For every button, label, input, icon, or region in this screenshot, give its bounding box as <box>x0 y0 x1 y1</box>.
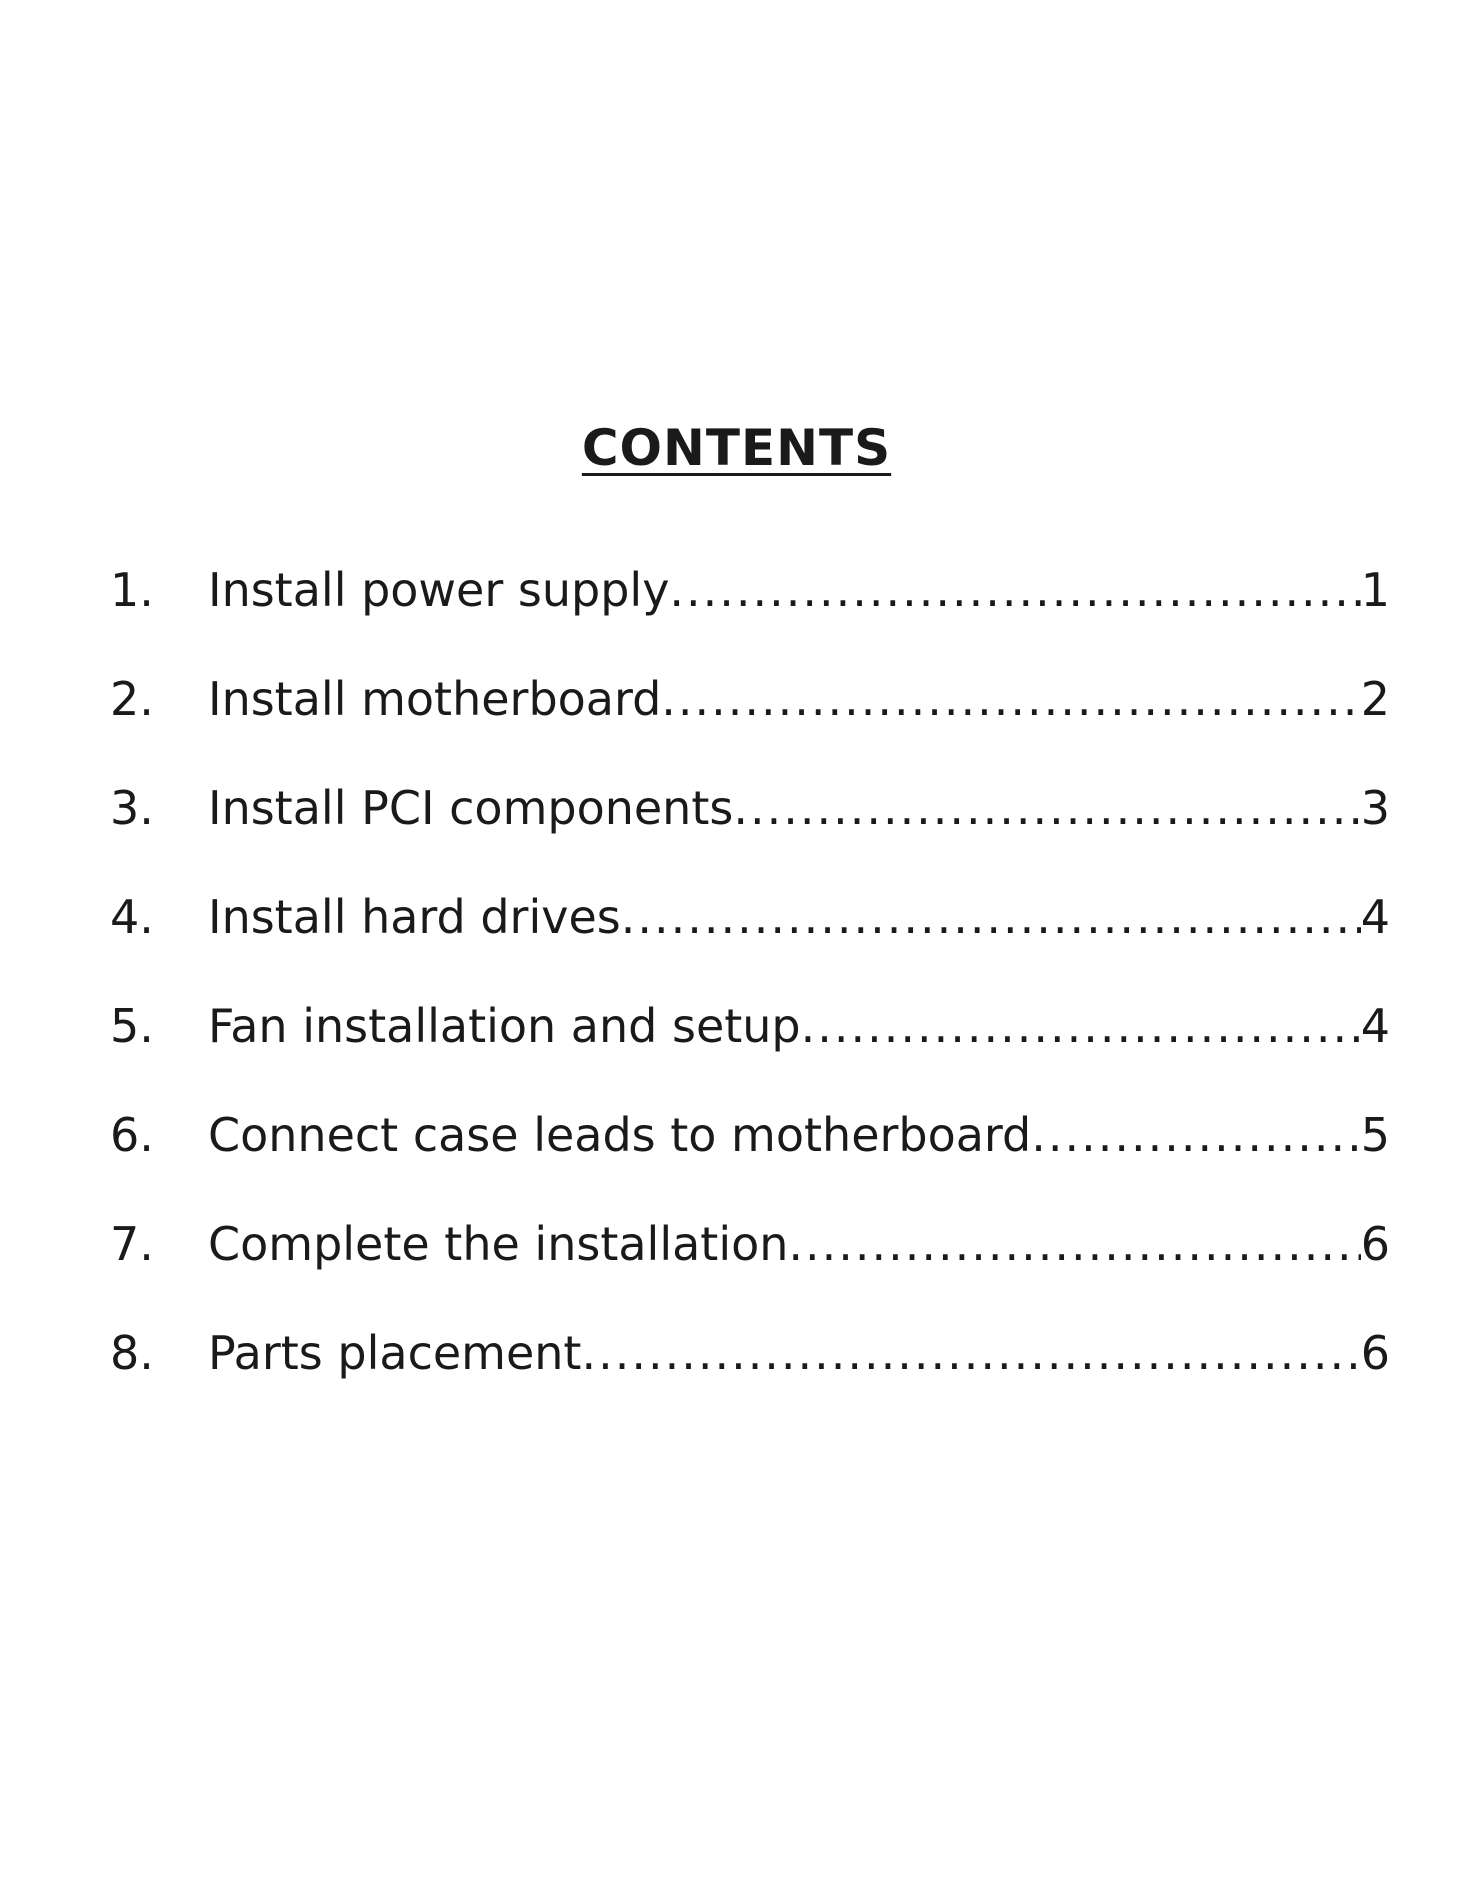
toc-dot-leader <box>621 887 1361 947</box>
toc-entry-label: Fan installation and setup <box>208 999 801 1053</box>
toc-entry-label: Install power supply <box>208 563 670 617</box>
toc-entry-label: Connect case leads to motherboard <box>208 1108 1032 1162</box>
toc-entry-number: 1. <box>110 563 154 617</box>
toc-entry-page: 5 <box>1360 1108 1390 1162</box>
toc-entry-label: Parts placement <box>208 1326 582 1380</box>
toc-entry-page: 2 <box>1360 672 1390 726</box>
toc-entry <box>110 996 1390 1105</box>
toc-entry-label: Complete the installation <box>208 1217 789 1271</box>
toc-dot-leader <box>788 1214 1360 1274</box>
toc-dot-leader <box>733 778 1360 838</box>
toc-entry-number: 2. <box>110 672 154 726</box>
toc-entry-number: 7. <box>110 1217 154 1271</box>
toc-entry-number: 8. <box>110 1326 154 1380</box>
toc-dot-leader <box>801 996 1361 1056</box>
toc-entry-page: 6 <box>1360 1217 1390 1271</box>
toc-entry <box>110 560 1390 669</box>
page-title <box>0 418 1473 478</box>
toc-entry <box>110 1214 1390 1323</box>
toc-entry-page: 6 <box>1360 1326 1390 1380</box>
toc-entry-label: Install PCI components <box>208 781 734 835</box>
toc-entry-page: 4 <box>1360 999 1390 1053</box>
toc-entry-label: Install hard drives <box>208 890 621 944</box>
toc-entry-label: Install motherboard <box>208 672 662 726</box>
toc-dot-leader <box>661 669 1360 729</box>
toc-entry-page: 4 <box>1360 890 1390 944</box>
toc-dot-leader <box>669 560 1360 620</box>
toc-entry <box>110 669 1390 778</box>
toc-dot-leader <box>581 1323 1360 1383</box>
table-of-contents <box>110 560 1390 1432</box>
toc-entry-page: 3 <box>1360 781 1390 835</box>
toc-entry <box>110 887 1390 996</box>
toc-entry-page: 1 <box>1360 563 1390 617</box>
toc-entry-number: 4. <box>110 890 154 944</box>
toc-entry <box>110 1323 1390 1432</box>
toc-entry-number: 6. <box>110 1108 154 1162</box>
toc-entry <box>110 1105 1390 1214</box>
contents-heading: CONTENTS <box>581 419 892 477</box>
toc-entry-number: 3. <box>110 781 154 835</box>
toc-entry-number: 5. <box>110 999 154 1053</box>
toc-entry <box>110 778 1390 887</box>
toc-dot-leader <box>1031 1105 1360 1165</box>
